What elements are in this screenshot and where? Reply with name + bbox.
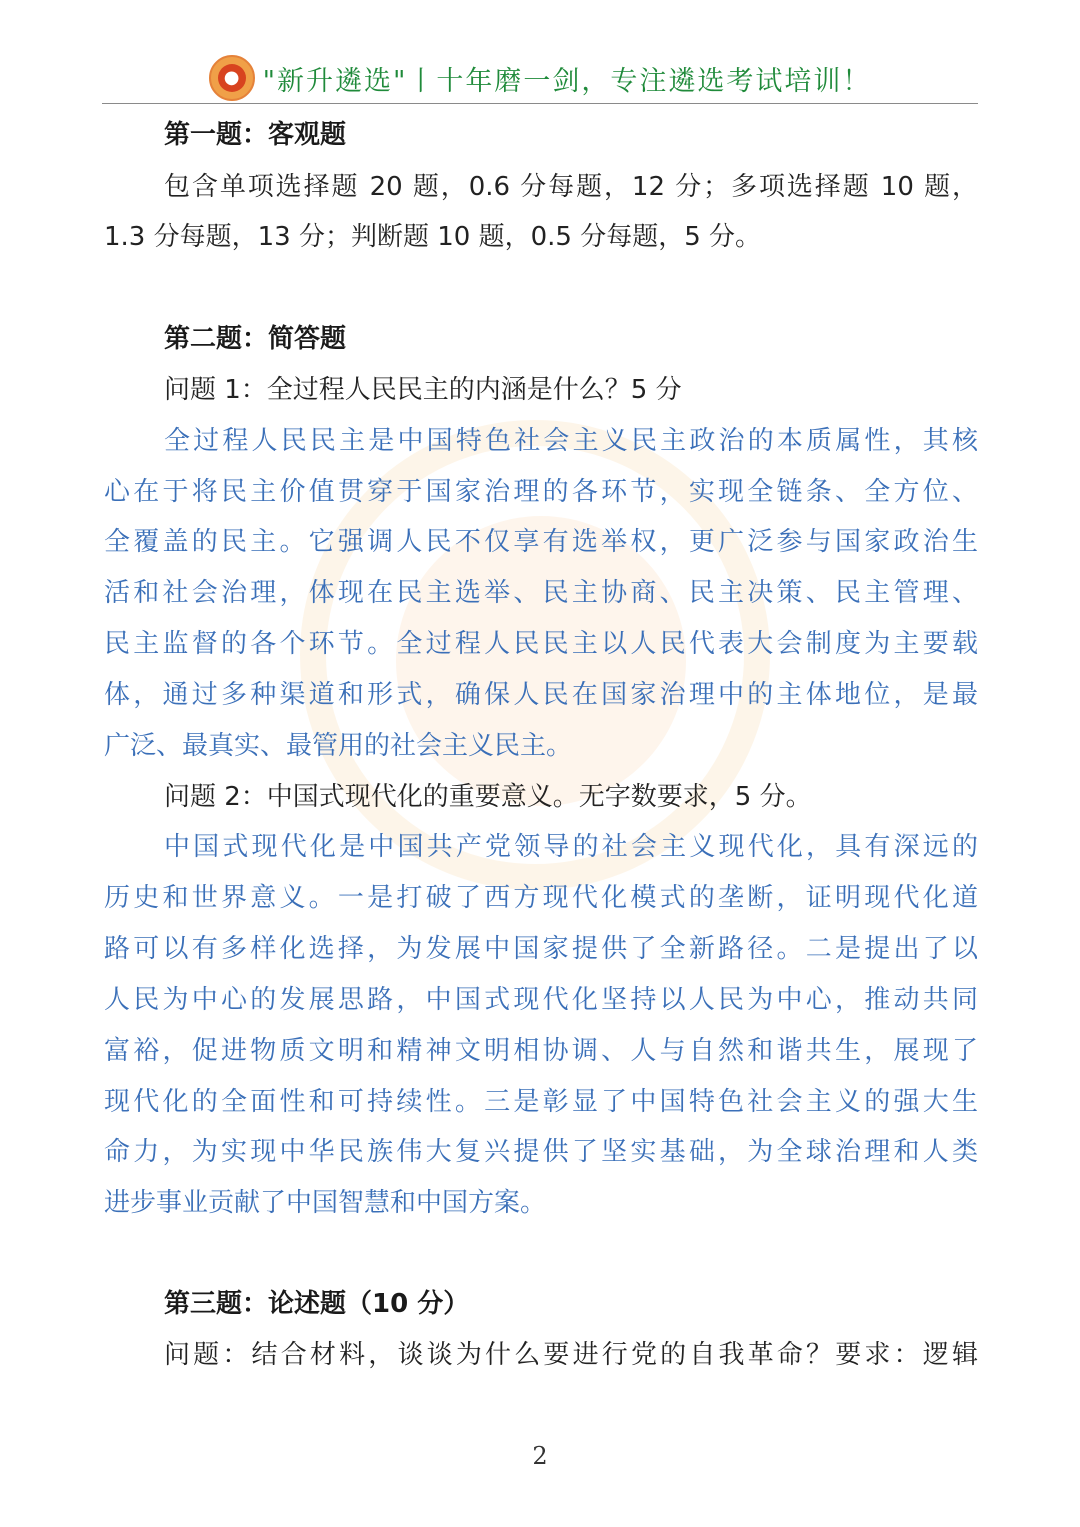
section3-question: 问题：结合材料，谈谈为什么要进行党的自我革命？要求：逻辑	[164, 1340, 978, 1370]
answer-1-line-4: 活和社会治理，体现在民主选举、民主协商、民主决策、民主管理、	[104, 578, 978, 608]
section2-title: 第二题：简答题	[164, 324, 347, 354]
answer-2-line-8: 进步事业贡献了中国智慧和中国方案。	[104, 1188, 547, 1218]
header-divider	[102, 103, 978, 104]
answer-2-line-4: 人民为中心的发展思路，中国式现代化坚持以人民为中心，推动共同	[104, 985, 978, 1015]
answer-2-line-6: 现代化的全面性和可持续性。三是彰显了中国特色社会主义的强大生	[104, 1087, 978, 1117]
answer-2-line-7: 命力，为实现中华民族伟大复兴提供了坚实基础，为全球治理和人类	[104, 1137, 978, 1167]
answer-1-line-5: 民主监督的各个环节。全过程人民民主以人民代表大会制度为主要载	[104, 629, 978, 659]
answer-2-line-3: 路可以有多样化选择，为发展中国家提供了全新路径。二是提出了以	[104, 934, 978, 964]
question-2: 问题 2：中国式现代化的重要意义。无字数要求，5 分。	[164, 782, 812, 812]
section3-title: 第三题：论述题（10 分）	[164, 1289, 470, 1319]
section1-line-2: 1.3 分每题，13 分；判断题 10 题，0.5 分每题，5 分。	[104, 222, 761, 252]
seal-logo-icon	[209, 55, 255, 101]
section1-line-1: 包含单项选择题 20 题，0.6 分每题，12 分；多项选择题 10 题，	[164, 172, 978, 202]
answer-1-line-7: 广泛、最真实、最管用的社会主义民主。	[104, 731, 573, 761]
answer-1-line-2: 心在于将民主价值贯穿于国家治理的各环节，实现全链条、全方位、	[104, 477, 978, 507]
answer-1-line-6: 体，通过多种渠道和形式，确保人民在国家治理中的主体地位，是最	[104, 680, 978, 710]
page-number: 2	[532, 1442, 548, 1470]
answer-1-line-1: 全过程人民民主是中国特色社会主义民主政治的本质属性，其核	[164, 426, 978, 456]
answer-2-line-2: 历史和世界意义。一是打破了西方现代化模式的垄断，证明现代化道	[104, 883, 978, 913]
header-slogan: "新升遴选"丨十年磨一剑，专注遴选考试培训！	[262, 65, 872, 97]
question-1: 问题 1：全过程人民民主的内涵是什么？5 分	[164, 375, 682, 405]
section1-title: 第一题：客观题	[164, 120, 347, 150]
answer-2-line-1: 中国式现代化是中国共产党领导的社会主义现代化，具有深远的	[164, 832, 978, 862]
answer-1-line-3: 全覆盖的民主。它强调人民不仅享有选举权，更广泛参与国家政治生	[104, 527, 978, 557]
answer-2-line-5: 富裕，促进物质文明和精神文明相协调、人与自然和谐共生，展现了	[104, 1036, 978, 1066]
seal-logo-core: ●	[218, 64, 246, 92]
page-header	[102, 52, 978, 104]
